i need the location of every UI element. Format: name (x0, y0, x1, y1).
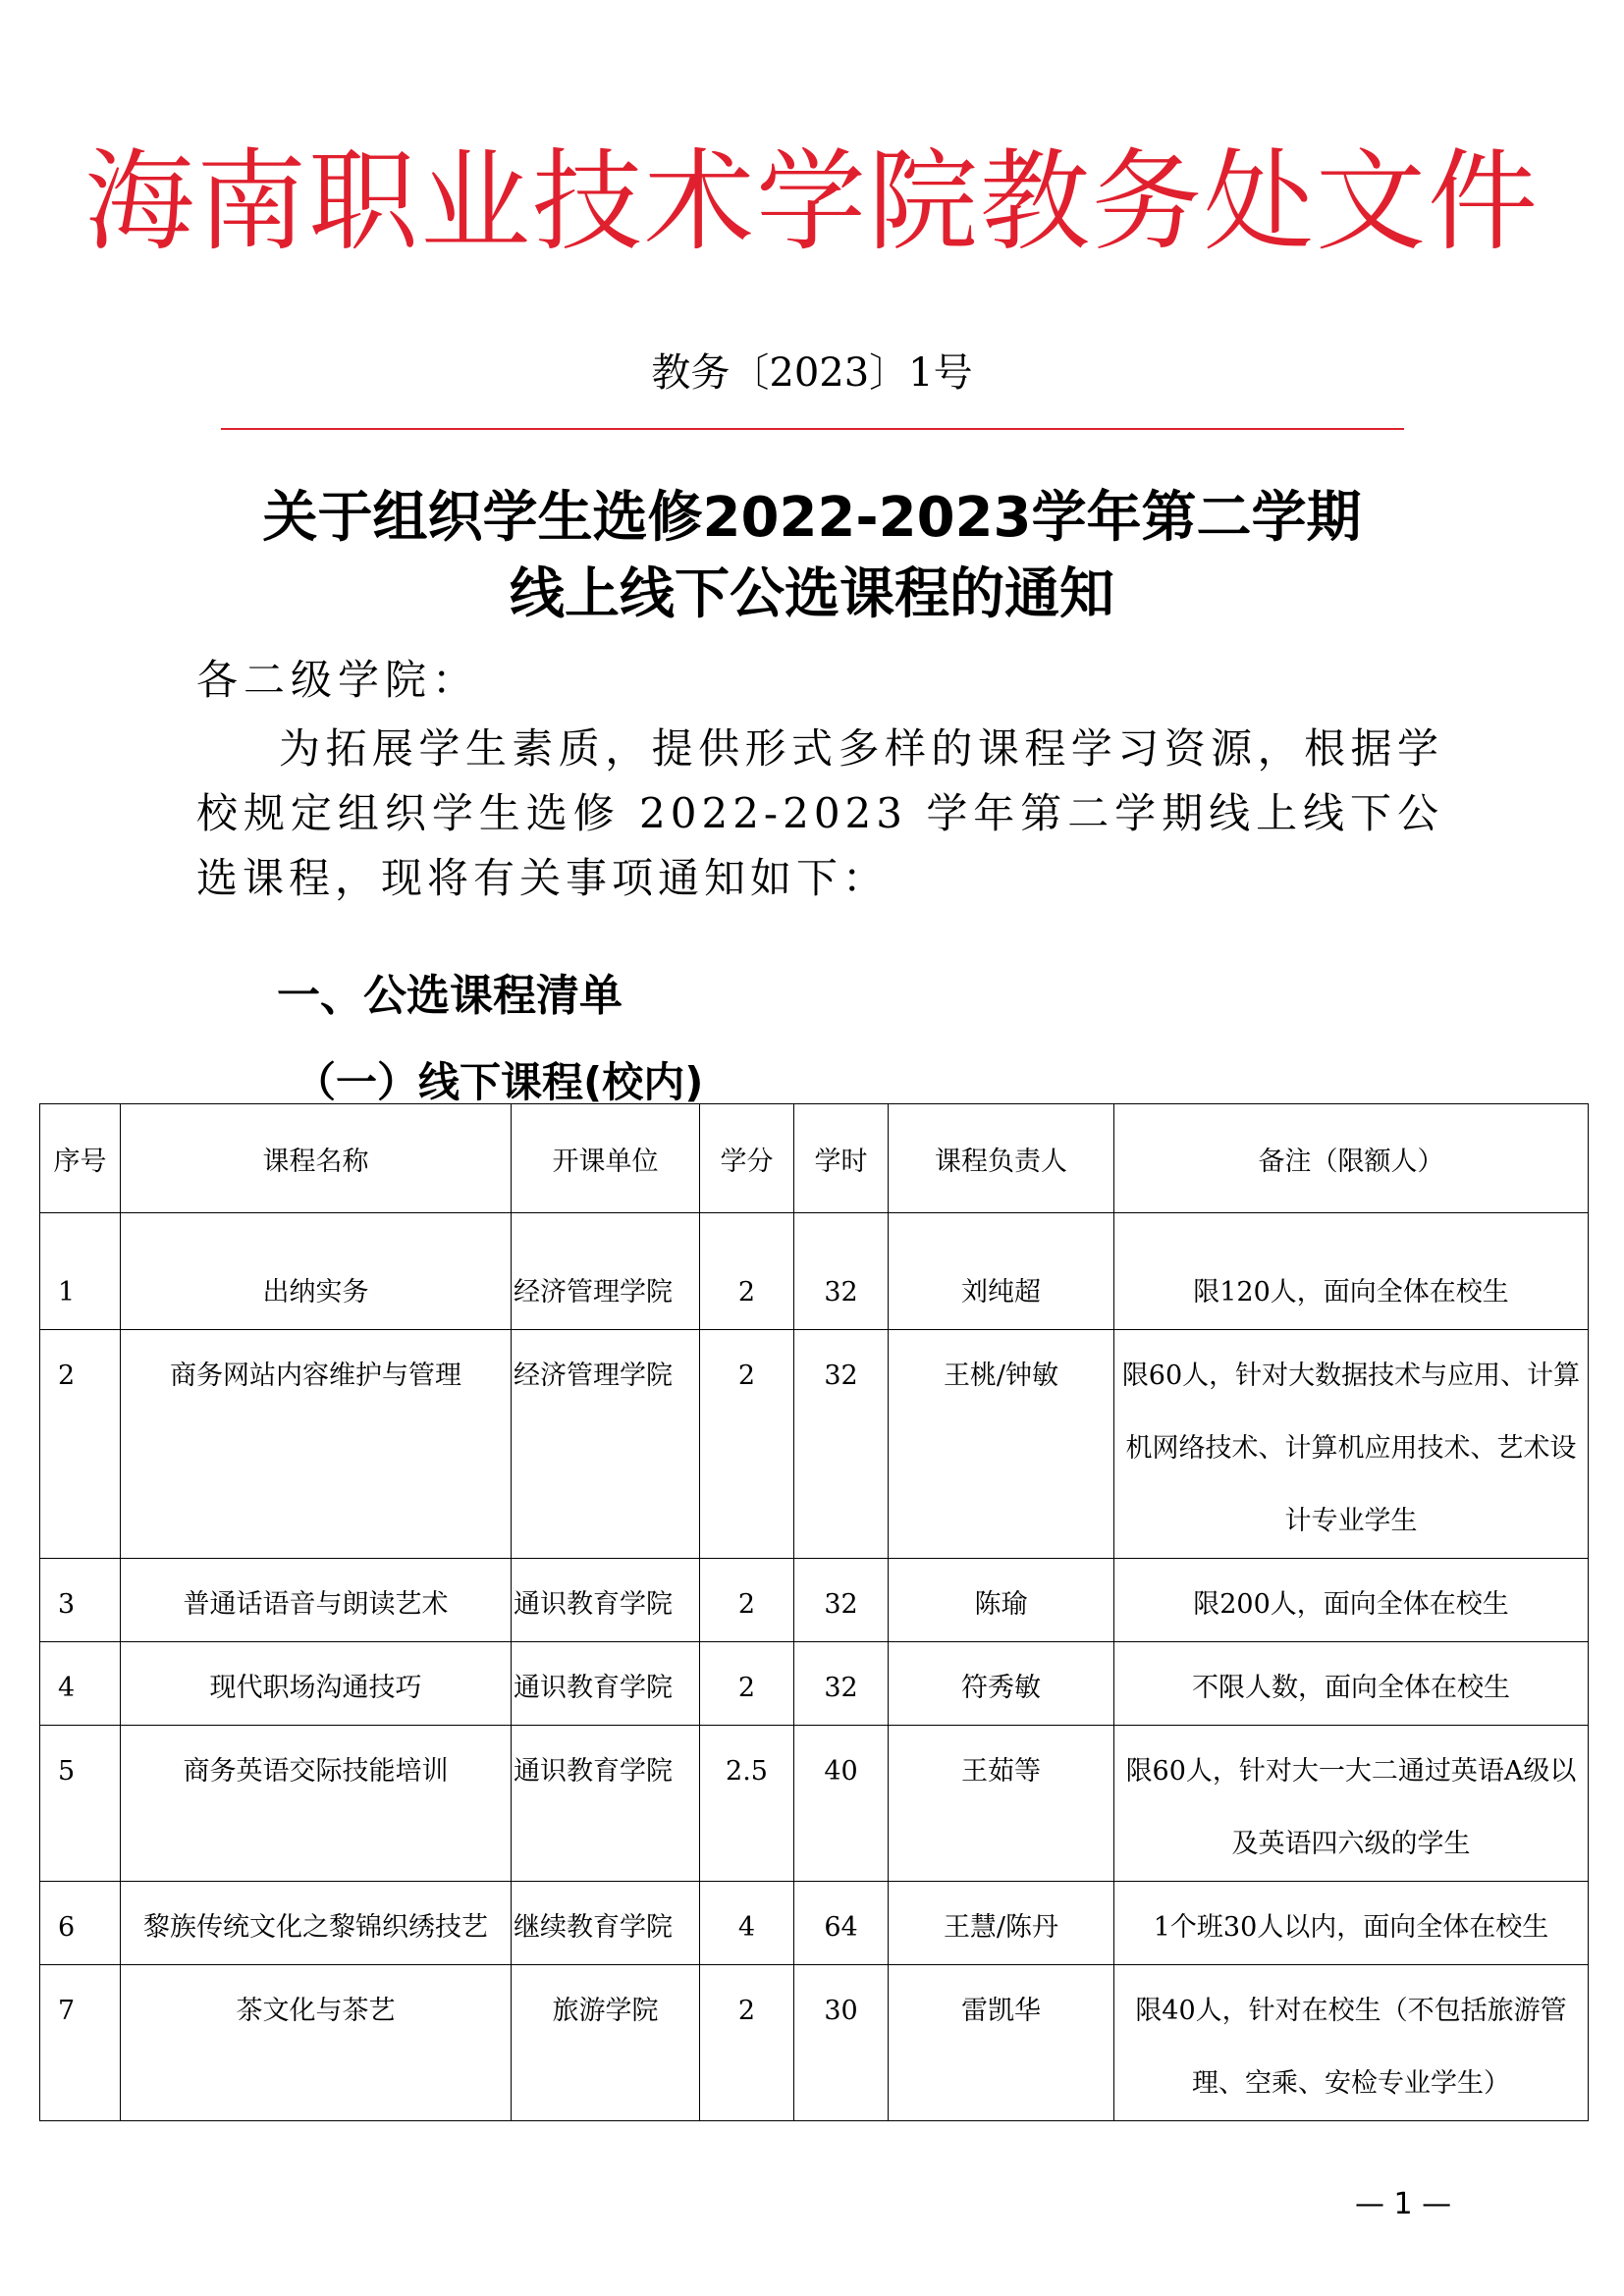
header-lead: 课程负责人 (889, 1104, 1114, 1213)
cell-unit: 经济管理学院 (512, 1330, 700, 1559)
cell-course-name: 普通话语音与朗读艺术 (121, 1559, 512, 1642)
table-row (40, 1213, 1589, 1330)
cell-hours: 32 (794, 1213, 889, 1330)
cell-course-name: 商务英语交际技能培训 (121, 1726, 512, 1882)
cell-credit: 2 (700, 1213, 794, 1330)
table-row (40, 1882, 1589, 1965)
cell-course-name: 黎族传统文化之黎锦织绣技艺 (121, 1882, 512, 1965)
header-unit: 开课单位 (512, 1104, 700, 1213)
cell-unit: 通识教育学院 (512, 1642, 700, 1726)
cell-hours: 30 (794, 1965, 889, 2121)
cell-seq: 5 (40, 1726, 121, 1882)
table-header-row (40, 1104, 1589, 1213)
cell-credit: 4 (700, 1882, 794, 1965)
page-number: — 1 — (1355, 2187, 1452, 2221)
cell-seq: 3 (40, 1559, 121, 1642)
cell-course-name: 现代职场沟通技巧 (121, 1642, 512, 1726)
header-note: 备注（限额人） (1114, 1104, 1589, 1213)
cell-hours: 40 (794, 1726, 889, 1882)
cell-lead: 雷凯华 (889, 1965, 1114, 2121)
cell-seq: 6 (40, 1882, 121, 1965)
document-issuer-header: 海南职业技术学院教务处文件 (84, 138, 1540, 266)
cell-unit: 旅游学院 (512, 1965, 700, 2121)
cell-hours: 32 (794, 1559, 889, 1642)
cell-note: 限120人，面向全体在校生 (1114, 1213, 1589, 1330)
cell-credit: 2 (700, 1559, 794, 1642)
cell-unit: 通识教育学院 (512, 1559, 700, 1642)
section-heading-2: （一）线下课程(校内) (295, 1058, 704, 1106)
cell-hours: 64 (794, 1882, 889, 1965)
intro-paragraph: 为拓展学生素质，提供形式多样的课程学习资源，根据学校规定组织学生选修 2022-2023 学年第二学期线上线下公选课程，现将有关事项通知如下： (196, 724, 1443, 902)
cell-seq: 2 (40, 1330, 121, 1559)
cell-note: 不限人数，面向全体在校生 (1114, 1642, 1589, 1726)
notice-title-line-1: 关于组织学生选修2022-2023学年第二学期 (262, 486, 1362, 550)
cell-credit: 2 (700, 1642, 794, 1726)
document-number: 教务〔2023〕1号 (651, 350, 973, 396)
table-row (40, 1330, 1589, 1559)
cell-hours: 32 (794, 1330, 889, 1559)
table-row (40, 1726, 1589, 1882)
red-divider (221, 428, 1404, 430)
table-row (40, 1965, 1589, 2121)
cell-lead: 王桃/钟敏 (889, 1330, 1114, 1559)
cell-lead: 刘纯超 (889, 1213, 1114, 1330)
course-table (39, 1103, 1589, 2121)
cell-hours: 32 (794, 1642, 889, 1726)
cell-lead: 王茹等 (889, 1726, 1114, 1882)
header-credit: 学分 (700, 1104, 794, 1213)
cell-course-name: 茶文化与茶艺 (121, 1965, 512, 2121)
cell-credit: 2 (700, 1965, 794, 2121)
notice-title-line-2: 线上线下公选课程的通知 (510, 562, 1114, 626)
cell-lead: 符秀敏 (889, 1642, 1114, 1726)
table-row (40, 1559, 1589, 1642)
cell-credit: 2.5 (700, 1726, 794, 1882)
cell-note: 1个班30人以内，面向全体在校生 (1114, 1882, 1589, 1965)
header-seq: 序号 (40, 1104, 121, 1213)
cell-unit: 继续教育学院 (512, 1882, 700, 1965)
cell-note: 限40人，针对在校生（不包括旅游管理、空乘、安检专业学生） (1114, 1965, 1589, 2121)
header-course-name: 课程名称 (121, 1104, 512, 1213)
cell-course-name: 商务网站内容维护与管理 (121, 1330, 512, 1559)
cell-seq: 7 (40, 1965, 121, 2121)
cell-note: 限200人，面向全体在校生 (1114, 1559, 1589, 1642)
cell-credit: 2 (700, 1330, 794, 1559)
cell-seq: 4 (40, 1642, 121, 1726)
salutation: 各二级学院： (196, 656, 480, 704)
section-heading-1: 一、公选课程清单 (277, 971, 623, 1021)
cell-note: 限60人，针对大数据技术与应用、计算机网络技术、计算机应用技术、艺术设计专业学生 (1114, 1330, 1589, 1559)
table-row (40, 1642, 1589, 1726)
cell-course-name: 出纳实务 (121, 1213, 512, 1330)
cell-unit: 通识教育学院 (512, 1726, 700, 1882)
cell-lead: 陈瑜 (889, 1559, 1114, 1642)
cell-seq: 1 (40, 1213, 121, 1330)
cell-unit: 经济管理学院 (512, 1213, 700, 1330)
cell-lead: 王慧/陈丹 (889, 1882, 1114, 1965)
cell-note: 限60人，针对大一大二通过英语A级以及英语四六级的学生 (1114, 1726, 1589, 1882)
header-hours: 学时 (794, 1104, 889, 1213)
